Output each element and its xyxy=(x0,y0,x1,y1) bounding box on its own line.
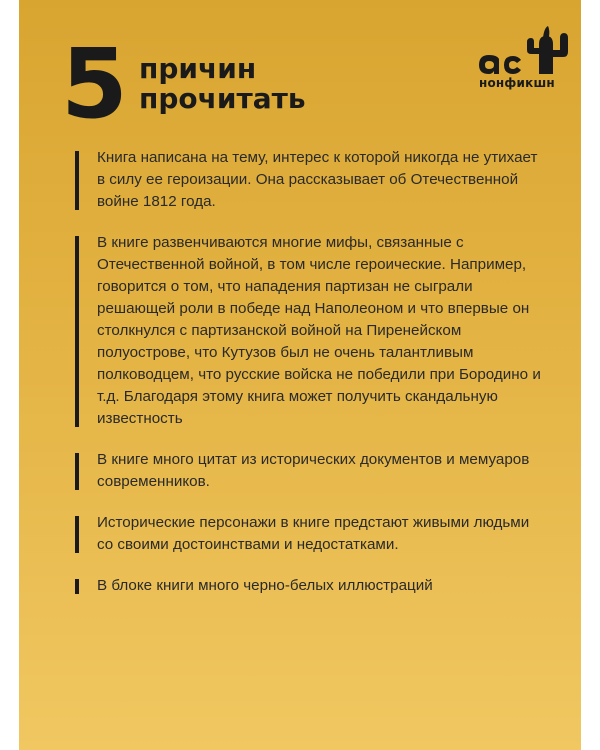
reason-text: Исторические персонажи в книге предстают живыми людьми со своими достоинствами и недостатками. xyxy=(97,514,530,553)
reasons-list xyxy=(75,147,545,616)
reason-item xyxy=(75,449,545,493)
info-card xyxy=(19,0,581,750)
logo-text: нонфикшн xyxy=(479,76,555,90)
big-number: 5 xyxy=(61,28,128,140)
reason-item xyxy=(75,232,545,430)
title-line-2: прочитать xyxy=(139,82,306,115)
reason-item xyxy=(75,512,545,556)
reason-marker xyxy=(75,151,79,210)
reason-text: Книга написана на тему, интерес к которой никогда не утихает в силу ее героизации. Она рассказывает об Отечественной войне 1812 года. xyxy=(97,149,538,210)
reason-marker xyxy=(75,579,79,594)
reason-text: В книге развенчиваются многие мифы, связанные с Отечественной войной, в том числе героические. Например, говорится о том, что нападения партизан не сыграли решающей роли в победе над Наполеоном и что впервые он столкнулся с партизанской войной на Пиренейском полуострове, что Кутузов был не очень талантливым полководцем, что русские войска не победили при Бородино и т.д. Благодаря этому книга может получить скандальную известность xyxy=(97,234,541,427)
publisher-logo xyxy=(477,24,569,94)
page-title xyxy=(139,54,306,114)
title-line-1: причин xyxy=(139,52,257,85)
reason-text: В книге много цитат из исторических документов и мемуаров современников. xyxy=(97,451,530,490)
reason-item xyxy=(75,575,545,597)
reason-marker xyxy=(75,236,79,427)
reason-text: В блоке книги много черно-белых иллюстраций xyxy=(97,577,433,594)
reason-marker xyxy=(75,516,79,553)
ac-logo-icon xyxy=(477,24,569,80)
reason-item xyxy=(75,147,545,213)
reason-marker xyxy=(75,453,79,490)
